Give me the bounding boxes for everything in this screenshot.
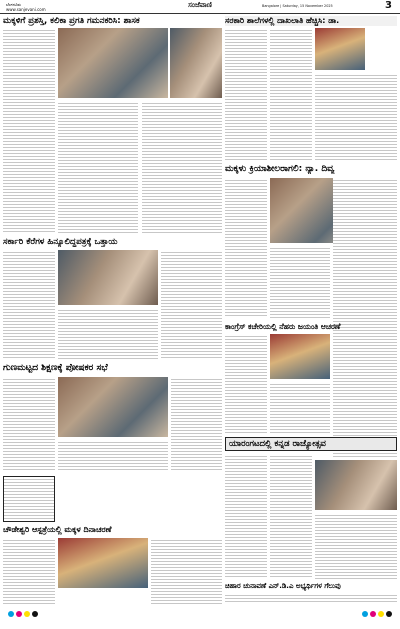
article-text-column: [225, 334, 267, 434]
newspaper-logo: ಸಂಜೆವಾಣಿ: [188, 1, 212, 9]
masthead: [0, 0, 400, 14]
article-text-column: [333, 178, 397, 458]
article-text-column: [58, 101, 138, 233]
headline-kannada: ಯಾರಂಗಟದಲ್ಲಿ ಕನ್ನಡ ರಾಜ್ಯೋತ್ಸವ: [225, 437, 397, 451]
article-text-column: [225, 593, 397, 603]
article-text-column: [315, 73, 397, 161]
article-text-column: [225, 454, 267, 579]
article-text-column: [58, 308, 158, 360]
article-text-column: [151, 538, 222, 604]
article-text-column: [171, 377, 222, 472]
article-text-column: [270, 382, 330, 434]
article-text-column: [142, 101, 222, 233]
headline-school: ಚೌಡೇಶ್ವರಿ ಆಸ್ಪತ್ರೆಯಲ್ಲಿ ಮಕ್ಕಳ ದಿನಾಚರಣೆ: [3, 525, 112, 534]
headline-children: ಮಕ್ಕಳು ಕ್ರಿಯಾಶೀಲರಾಗಲಿ: ನ್ಯಾ. ದಿವ್ಯ: [225, 164, 335, 174]
article-text-column: [58, 440, 168, 472]
article-text-column: [270, 454, 312, 579]
headline-bottom: ಚಿಹಾರ ಚುನಾವಣೆ ಎನ್.ಡಿ.ಎ ಅಭ್ಯರ್ಥಿಗಳ ಗೆಲುವು: [225, 582, 341, 590]
print-registration-strip: [0, 604, 400, 629]
article-text-column: [161, 250, 222, 360]
masthead-left: [6, 2, 46, 12]
page-number: 3: [385, 0, 392, 11]
registration-dot: [386, 611, 392, 617]
headline-top-left: ಮಕ್ಕಳಿಗೆ ಪ್ರಶಸ್ತಿ, ಕಲಿಕಾ ಪ್ರಗತಿ ಗಮನಕರಿಸಿ: ಶಾಸಕ: [3, 16, 140, 26]
registration-dot: [370, 611, 376, 617]
headline-govt: ಸರ್ಕಾರಿ ಕೆರೆಗಳ ಹಿನ್ಯೂಲಿದ್ದಪತ್ರಕ್ಕೆ ಒತ್ತಾಯ: [3, 237, 118, 247]
article-photo: [58, 250, 158, 305]
registration-dot: [32, 611, 38, 617]
article-text-column: [225, 28, 267, 161]
registration-dot: [8, 611, 14, 617]
article-text-column: [3, 28, 55, 233]
article-text-column: [315, 513, 397, 579]
masthead-city: ಬೆಂಗಳೂರು: [6, 2, 21, 7]
article-text-column: [270, 246, 330, 318]
notice-text: [4, 477, 54, 521]
notice-box: [3, 476, 55, 522]
registration-dot: [362, 611, 368, 617]
registration-dot: [16, 611, 22, 617]
article-photo: [315, 28, 365, 70]
headline-meeting: ಗುಣಮಟ್ಟದ ಶಿಕ್ಷಣಕ್ಕೆ ಪೋಷಕರ ಸಭೆ: [3, 363, 108, 373]
registration-dot: [24, 611, 30, 617]
article-photo: [58, 28, 168, 98]
article-photo: [58, 538, 148, 588]
headline-congress: ಕಾಂಗ್ರೆಸ್ ಕಚೇರಿಯಲ್ಲಿ ನೆಹರು ಜಯಂತಿ ಆಚರಣೆ: [225, 322, 341, 331]
article-photo: [315, 460, 397, 510]
masthead-date: Bangalore | Saturday, 15 November 2025: [262, 4, 333, 8]
article-text-column: [3, 377, 55, 472]
headline-top-right: ಸರಕಾರಿ ಶಾಲೆಗಳಲ್ಲಿ ದಾಖಲಾತಿ ಹೆಚ್ಚಿಸಿ: ಡಾ.: [225, 16, 397, 26]
registration-dot: [378, 611, 384, 617]
masthead-website: www.sanjevani.com: [6, 7, 46, 12]
article-text-column: [3, 250, 55, 360]
article-photo: [270, 334, 330, 379]
article-text-column: [225, 178, 267, 318]
article-text-column: [3, 538, 55, 604]
article-photo: [58, 377, 168, 437]
article-photo: [170, 28, 222, 98]
article-text-column: [270, 28, 312, 161]
